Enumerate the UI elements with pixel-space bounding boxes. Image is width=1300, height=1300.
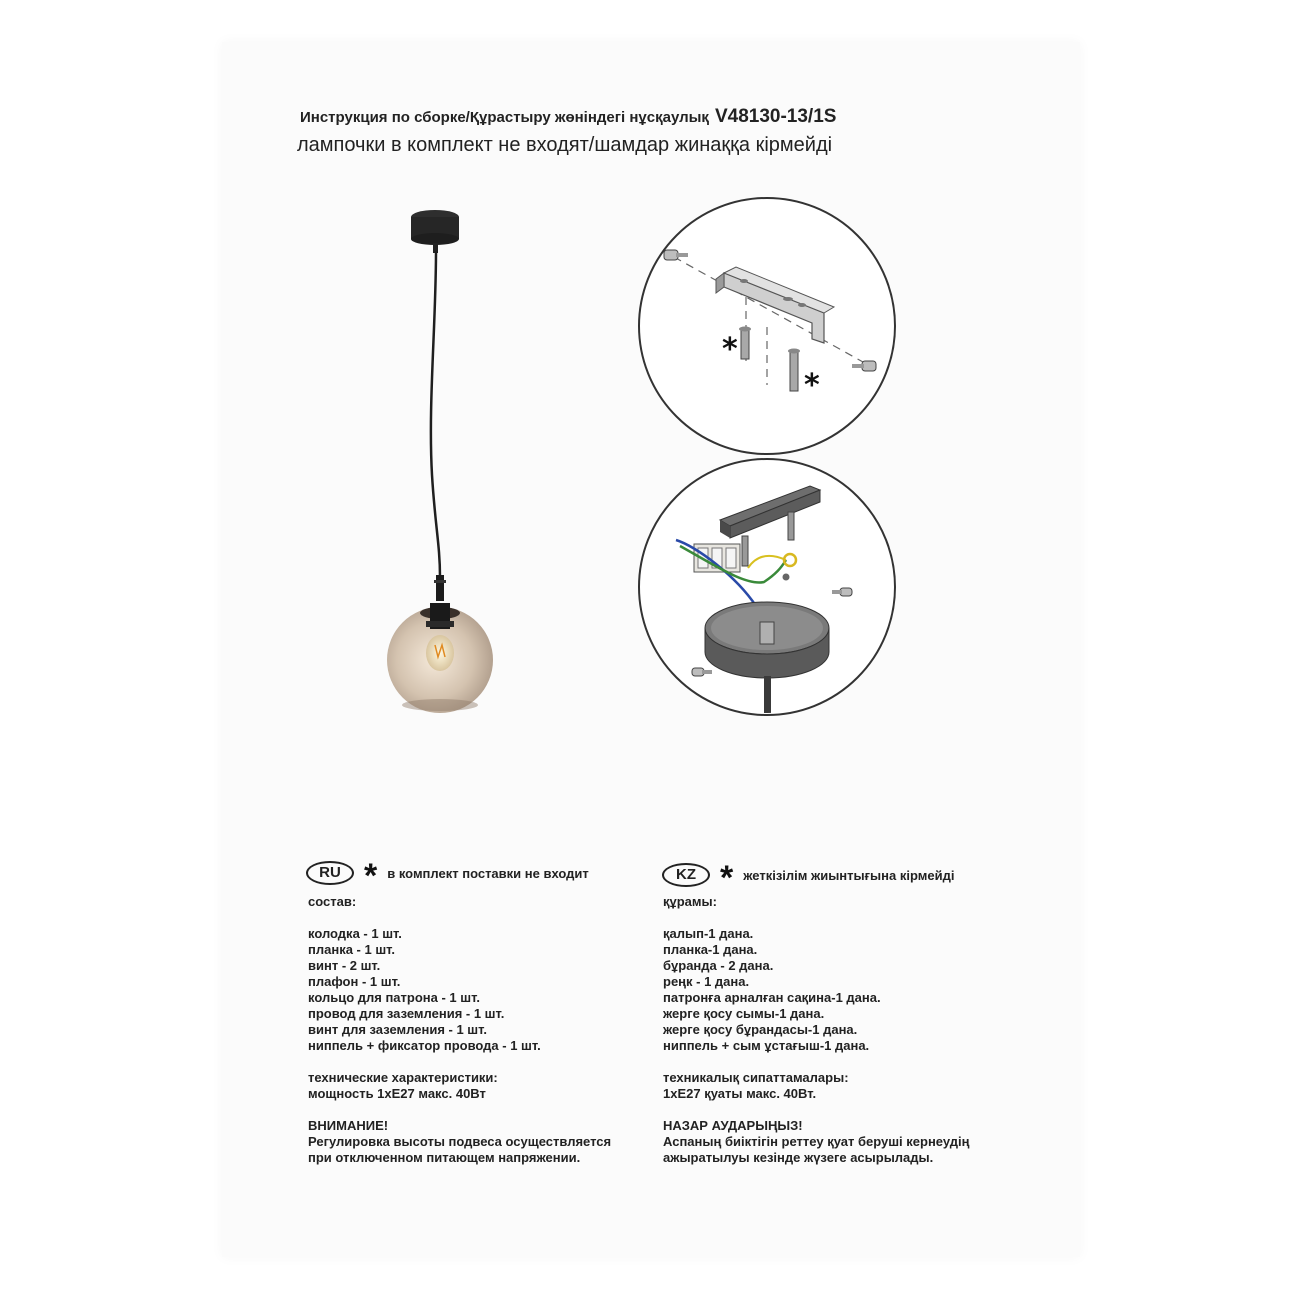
list-item: ниппель + сым ұстағыш-1 дана. [663,1038,870,1053]
list-item: жерге қосу сымы-1 дана. [663,1006,825,1021]
cord [764,676,771,718]
kz-header [662,859,955,897]
bulbs-not-included-note: лампочки в комплект не входят/шамдар жинаққа кірмейді [297,134,833,156]
kz-composition-title: құрамы: [663,894,717,909]
asterisk-left: * [722,332,738,367]
list-item: қалып-1 дана. [663,926,754,941]
bracket-mounting-diagram [636,195,898,457]
kz-specs-title: техникалық сипаттамалары: [663,1070,849,1085]
page-title [300,106,1000,128]
long-screw-right [788,349,800,392]
list-item: ниппель + фиксатор провода - 1 шт. [308,1038,541,1053]
cord-fixer [436,575,444,601]
list-item: реңк - 1 дана. [663,974,750,989]
list-item: винт - 2 шт. [308,958,381,973]
list-item: плафон - 1 шт. [308,974,401,989]
model-code: V48130-13/1S [714,106,837,127]
kz-specs-value: 1хЕ27 қуаты макс. 40Вт. [663,1086,817,1101]
ru-specs-value: мощность 1хЕ27 макс. 40Вт [308,1086,486,1101]
list-item: планка - 1 шт. [308,942,395,957]
ru-asterisk: * [364,857,378,895]
list-item: патронға арналған сақина-1 дана. [663,990,881,1005]
kz-warning-title: НАЗАР АУДАРЫҢЫЗ! [663,1118,803,1133]
ru-warning-line: при отключенном питающем напряжении. [308,1150,581,1165]
kz-warning-line: ажыратылуы кезінде жүзеге асырылады. [663,1150,934,1165]
ru-badge: RU [306,861,354,885]
ru-specs-title: технические характеристики: [308,1070,498,1085]
ru-not-included: в комплект поставки не входит [387,865,589,881]
kz-asterisk: * [720,859,734,897]
list-item: винт для заземления - 1 шт. [308,1022,487,1037]
canopy-cup [705,602,829,678]
list-item: колодка - 1 шт. [308,926,402,941]
wiring-diagram [636,456,898,718]
list-item: кольцо для патрона - 1 шт. [308,990,480,1005]
suspension-cord [431,251,440,577]
long-screw-left [739,327,751,360]
ru-column [308,894,648,1166]
kz-column [663,894,1023,1166]
kz-not-included: жеткізілім жиынтығына кірмейді [743,867,955,883]
ru-warning-title: ВНИМАНИЕ! [308,1118,389,1133]
ru-composition-title: состав: [308,894,357,909]
list-item: провод для заземления - 1 шт. [308,1006,505,1021]
ru-header [306,857,589,895]
pendant-lamp-illustration [380,205,500,715]
list-item: бұранда - 2 дана. [663,958,774,973]
kz-warning-line: Аспаның биіктігін реттеу қуат беруші кернеудің [663,1134,970,1149]
list-item: планка-1 дана. [663,942,758,957]
ru-warning-line: Регулировка высоты подвеса осуществляется [308,1134,612,1149]
kz-badge: KZ [662,863,710,887]
title-text: Инструкция по сборке/Құрастыру жөніндегі нұсқаулық [300,109,709,126]
asterisk-right: * [804,368,820,403]
list-item: жерге қосу бұрандасы-1 дана. [663,1022,858,1037]
